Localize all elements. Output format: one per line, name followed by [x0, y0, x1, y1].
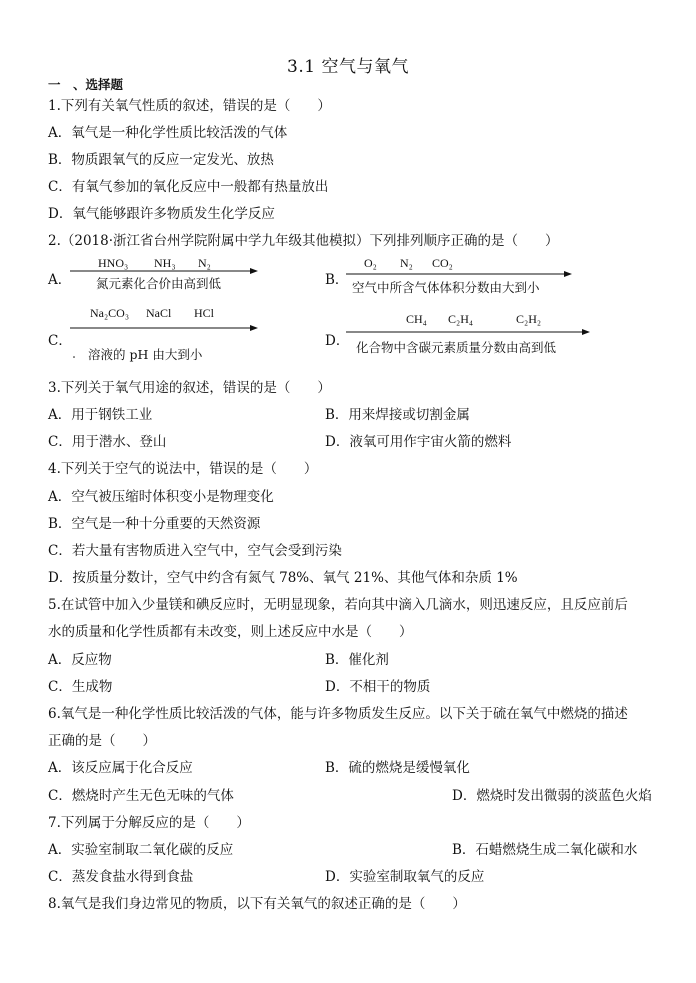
chem-formula: NH₃	[154, 256, 176, 270]
question-1-option-c: C．有氧气参加的氧化反应中一般都有热量放出	[48, 179, 329, 195]
question-6-option-b: B．硫的燃烧是缓慢氧化	[325, 760, 470, 776]
question-7-option-d: D．实验室制取氧气的反应	[325, 869, 485, 885]
question-1-option-b: B．物质跟氧气的反应一定发光、放热	[48, 152, 274, 168]
chem-formula: CO₂	[432, 256, 453, 270]
question-3-option-b: B．用来焊接或切割金属	[325, 407, 470, 423]
question-4-stem: 4.下列关于空气的说法中，错误的是（ ）	[48, 461, 318, 477]
chem-formula: O₂	[364, 256, 377, 270]
question-3-option-a: A．用于钢铁工业	[48, 407, 153, 423]
question-1-option-a: A．氧气是一种化学性质比较活泼的气体	[48, 125, 288, 141]
question-1-option-d: D．氧气能够跟许多物质发生化学反应	[48, 206, 275, 222]
question-5-option-c: C．生成物	[48, 679, 113, 695]
chem-formula: CH₄	[406, 312, 427, 326]
arrow-caption: 溶液的 pH 由大到小	[88, 347, 203, 362]
question-3-option-c: C．用于潜水、登山	[48, 434, 167, 450]
question-5-stem-line-1: 5.在试管中加入少量镁和碘反应时，无明显现象，若向其中滴入几滴水，则迅速反应，且反应前后	[48, 597, 628, 613]
question-2-option-b-arrow-diagram	[346, 254, 576, 294]
page-title: 3.1 空气与氧气	[287, 57, 409, 77]
question-6-stem-line-1: 6.氧气是一种化学性质比较活泼的气体，能与许多物质发生反应。以下关于硫在氧气中燃烧的描述	[48, 706, 628, 722]
chem-formula: HNO₃	[98, 256, 129, 270]
question-2-option-b-label: B．	[325, 272, 349, 288]
chem-formula: N₂	[400, 256, 413, 270]
question-2-option-c-arrow-diagram	[68, 306, 258, 364]
question-6-option-c: C．燃烧时产生无色无味的气体	[48, 788, 234, 804]
question-8-stem: 8.氧气是我们身边常见的物质，以下有关氧气的叙述正确的是（ ）	[48, 896, 466, 912]
chem-formula: NaCl	[146, 306, 172, 320]
question-2-option-d-label: D．	[325, 333, 350, 349]
question-7-stem: 7.下列属于分解反应的是（ ）	[48, 815, 250, 831]
arrow-caption: 化合物中含碳元素质量分数由高到低	[356, 340, 557, 355]
question-4-option-d: D．按质量分数计，空气中约含有氮气 78%、氧气 21%、其他气体和杂质 1%	[48, 570, 518, 586]
chem-formula: C₂H₄	[448, 312, 474, 326]
question-4-option-a: A．空气被压缩时体积变小是物理变化	[48, 489, 274, 505]
question-1-stem: 1.下列有关氧气性质的叙述，错误的是（ ）	[48, 98, 331, 114]
chem-formula: Na₂CO₃	[90, 306, 130, 320]
question-6-option-d: D．燃烧时发出微弱的淡蓝色火焰	[452, 788, 652, 804]
question-6-stem-line-2: 正确的是（ ）	[48, 733, 156, 749]
chem-formula: C₂H₂	[516, 312, 542, 326]
question-2-option-a-label: A．	[48, 272, 72, 288]
arrow-caption: 空气中所含气体体积分数由大到小	[352, 280, 540, 295]
question-5-stem-line-2: 水的质量和化学性质都有未改变，则上述反应中水是（ ）	[48, 624, 413, 640]
question-7-option-b: B．石蜡燃烧生成二氧化碳和水	[452, 842, 638, 858]
question-3-option-d: D．液氧可用作宇宙火箭的燃料	[325, 434, 512, 450]
question-4-option-c: C．若大量有害物质进入空气中，空气会受到污染	[48, 543, 342, 559]
chem-formula: HCl	[194, 306, 215, 320]
section-heading: 一 、选择题	[48, 77, 124, 92]
question-4-option-b: B．空气是一种十分重要的天然资源	[48, 516, 261, 532]
chem-formula: N₂	[198, 256, 211, 270]
question-2-option-a-arrow-diagram	[68, 254, 258, 294]
arrow-caption: 氮元素化合价由高到低	[96, 276, 222, 291]
question-7-option-c: C．蒸发食盐水得到食盐	[48, 869, 194, 885]
question-5-option-a: A．反应物	[48, 652, 112, 668]
question-6-option-a: A．该反应属于化合反应	[48, 760, 193, 776]
question-2-option-d-arrow-diagram	[346, 312, 592, 358]
question-3-stem: 3.下列关于氧气用途的叙述，错误的是（ ）	[48, 380, 331, 396]
question-7-option-a: A．实验室制取二氧化碳的反应	[48, 842, 234, 858]
question-5-option-b: B．催化剂	[325, 652, 389, 668]
question-2-stem: 2.（2018·浙江省台州学院附属中学九年级其他模拟）下列排列顺序正确的是（ ）	[48, 233, 559, 249]
question-2-option-c-label: C．	[48, 333, 72, 349]
question-5-option-d: D．不相干的物质	[325, 679, 431, 695]
